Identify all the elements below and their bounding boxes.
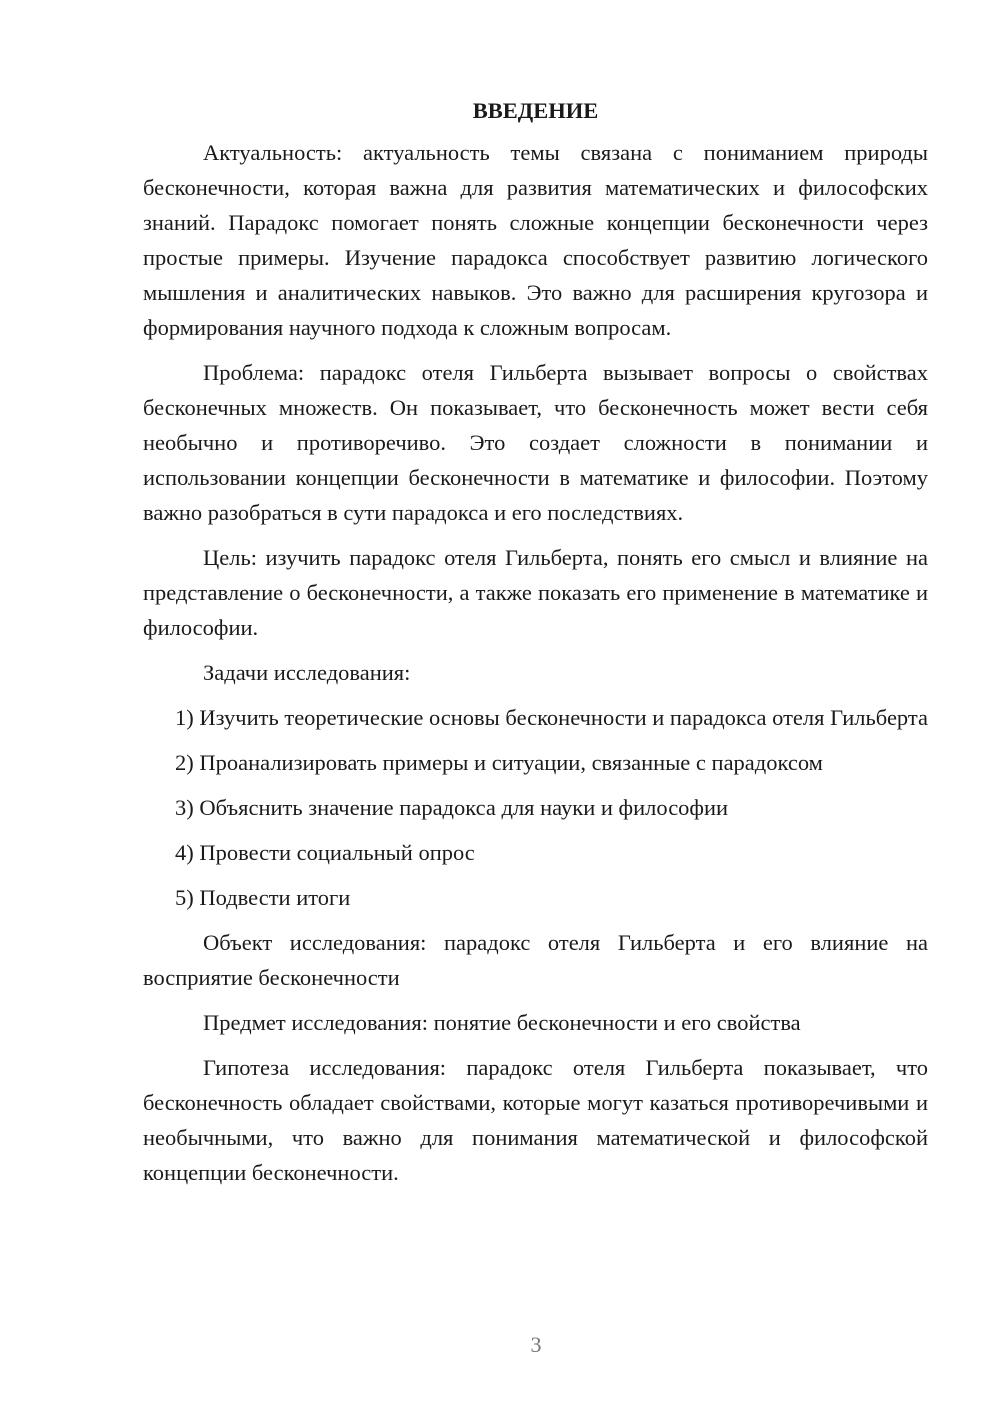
paragraph-goal: Цель: изучить парадокс отеля Гильберта, понять его смысл и влияние на представление о бесконечности, а также показать его применение в математике и философии. xyxy=(143,545,928,640)
task-item-5: 5) Подвести итоги xyxy=(175,885,351,910)
paragraph-relevance: Актуальность: актуальность темы связана с пониманием природы бесконечности, которая важна для развития математических и философских знаний. Парадокс помогает понять сложные концепции бесконечности через простые примеры. Изучение парадокса способствует развитию логического мышления и аналитических навыков. Это важно для расширения кругозора и формирования научного подхода к сложным вопросам. xyxy=(143,140,928,340)
paragraph-subject: Предмет исследования: понятие бесконечности и его свойства xyxy=(203,1010,801,1035)
task-item-4: 4) Провести социальный опрос xyxy=(175,840,475,865)
paragraph-problem: Проблема: парадокс отеля Гильберта вызывает вопросы о свойствах бесконечных множеств. Он показывает, что бесконечность может вести себя необычно и противоречиво. Это создает сложности в понимании и использовании концепции бесконечности в математике и философии. Поэтому важно разобраться в сути парадокса и его последствиях. xyxy=(143,360,928,525)
paragraph-object: Объект исследования: парадокс отеля Гильберта и его влияние на восприятие бесконечности xyxy=(143,930,928,990)
page-number: 3 xyxy=(530,1332,542,1357)
paragraph-hypothesis: Гипотеза исследования: парадокс отеля Гильберта показывает, что бесконечность обладает свойствами, которые могут казаться противоречивыми и необычными, что важно для понимания математической и философской концепции бесконечности. xyxy=(143,1055,928,1185)
task-item-2: 2) Проанализировать примеры и ситуации, связанные с парадоксом xyxy=(175,750,823,775)
page-title: ВВЕДЕНИЕ xyxy=(472,98,599,123)
task-item-1: 1) Изучить теоретические основы бесконечности и парадокса отеля Гильберта xyxy=(175,705,928,730)
document-page xyxy=(143,96,928,1200)
task-item-3: 3) Объяснить значение парадокса для науки и философии xyxy=(175,795,729,820)
tasks-heading: Задачи исследования: xyxy=(203,660,411,685)
